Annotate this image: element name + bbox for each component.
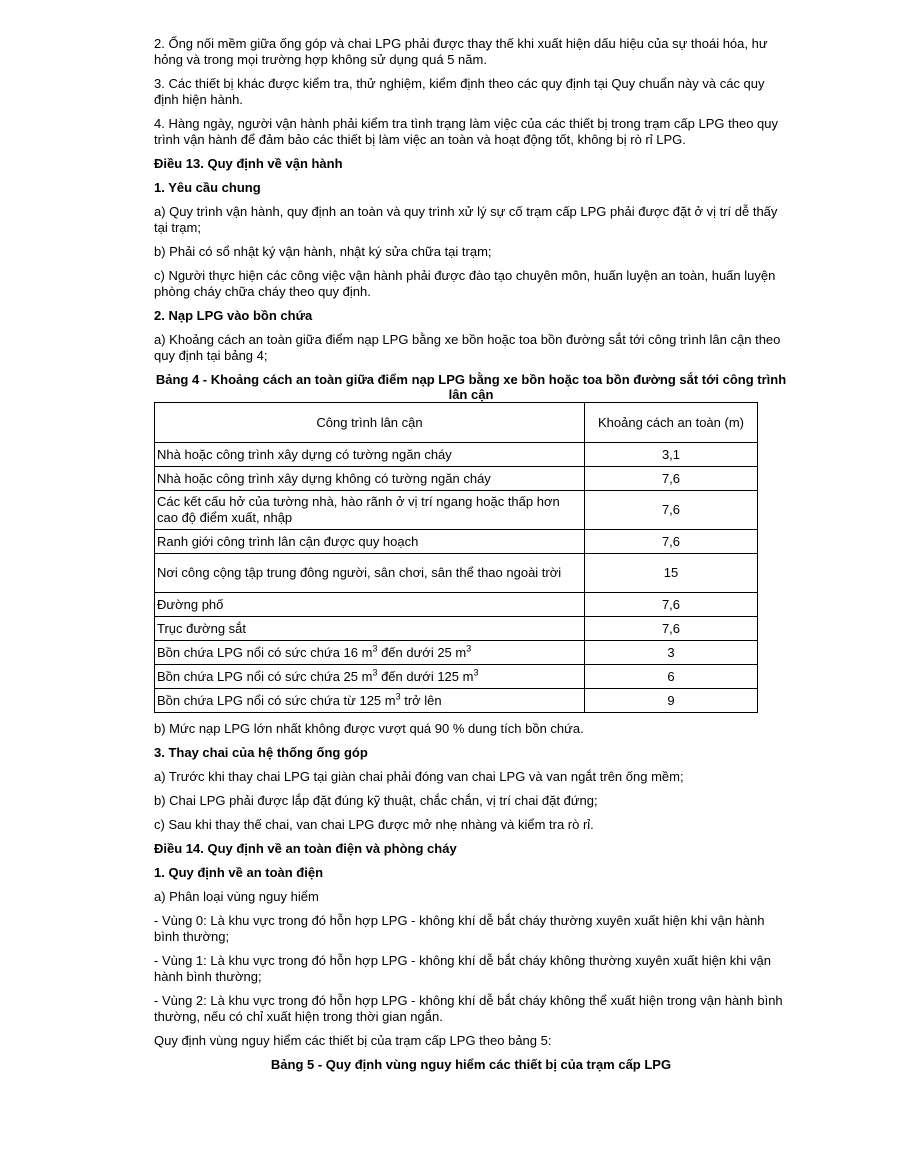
table-row xyxy=(155,530,758,554)
section-3-item-c: c) Sau khi thay thế chai, van chai LPG được mở nhẹ nhàng và kiểm tra rò rỉ. xyxy=(154,817,594,832)
table-cell-value: 7,6 xyxy=(585,530,758,554)
table-cell-value: 7,6 xyxy=(585,593,758,617)
table-cell-name: Trục đường sắt xyxy=(155,617,585,641)
article-14-item-a: a) Phân loại vùng nguy hiểm xyxy=(154,889,319,904)
table-4-caption: Bảng 4 - Khoảng cách an toàn giữa điểm nạp LPG bằng xe bồn hoặc toa bồn đường sắt tới công trình lân cận xyxy=(155,372,787,402)
table-cell-value: 7,6 xyxy=(585,491,758,530)
table-row xyxy=(155,665,758,689)
table-cell-name: Nơi công cộng tập trung đông người, sân chơi, sân thể thao ngoài trời xyxy=(155,554,585,593)
cell-text: Bồn chứa LPG nổi có sức chứa 16 m xyxy=(157,644,373,660)
superscript: 3 xyxy=(372,667,378,678)
table-cell-name: Nhà hoặc công trình xây dựng có tường ngăn cháy xyxy=(155,443,585,467)
section-2-title: 2. Nạp LPG vào bồn chứa xyxy=(154,308,313,323)
table-row xyxy=(155,467,758,491)
section-1-item-c: c) Người thực hiện các công việc vận hành phải được đào tạo chuyên môn, huấn luyện an toàn, huấn luyện phòng cháy chữa cháy theo quy định. xyxy=(154,268,776,299)
table-cell-value: 3,1 xyxy=(585,443,758,467)
superscript: 3 xyxy=(473,667,479,678)
table-cell-value: 15 xyxy=(585,554,758,593)
document-page xyxy=(154,36,788,1072)
cell-text: Bồn chứa LPG nổi có sức chứa 25 m xyxy=(157,668,373,684)
section-3-item-a: a) Trước khi thay chai LPG tại giàn chai phải đóng van chai LPG và van ngắt trên ống mềm; xyxy=(154,769,684,784)
zone-0-definition: - Vùng 0: Là khu vực trong đó hỗn hợp LPG - không khí dễ bắt cháy thường xuyên xuất hiện khi vận hành bình thường; xyxy=(154,913,765,944)
section-1-item-a: a) Quy trình vận hành, quy định an toàn và quy trình xử lý sự cố trạm cấp LPG phải được đặt ở vị trí dễ thấy tại trạm; xyxy=(154,204,778,235)
cell-text: Bồn chứa LPG nổi có sức chứa từ 125 m xyxy=(157,692,396,708)
table-cell-name xyxy=(155,641,585,665)
table-row xyxy=(155,617,758,641)
paragraph-item-2: 2. Ống nối mềm giữa ống góp và chai LPG phải được thay thế khi xuất hiện dấu hiệu của sự thoái hóa, hư hỏng và trong mọi trường hợp không sử dụng quá 5 năm. xyxy=(154,36,768,67)
table-row xyxy=(155,641,758,665)
table-5-caption: Bảng 5 - Quy định vùng nguy hiểm các thiết bị của trạm cấp LPG xyxy=(270,1057,672,1072)
cell-text: trở lên xyxy=(400,692,442,708)
table-row xyxy=(155,593,758,617)
table-row xyxy=(155,554,758,593)
superscript: 3 xyxy=(395,691,401,702)
section-1-item-b: b) Phải có sổ nhật ký vận hành, nhật ký sửa chữa tại trạm; xyxy=(154,244,492,259)
section-2-item-b: b) Mức nạp LPG lớn nhất không được vượt quá 90 % dung tích bồn chứa. xyxy=(154,721,584,736)
article-14-section-1-title: 1. Quy định về an toàn điện xyxy=(154,865,324,880)
table-cell-value: 6 xyxy=(585,665,758,689)
superscript: 3 xyxy=(466,643,472,654)
table-cell-value: 7,6 xyxy=(585,617,758,641)
table-cell-value: 3 xyxy=(585,641,758,665)
paragraph-item-4: 4. Hàng ngày, người vận hành phải kiểm tra tình trạng làm việc của các thiết bị trong trạm cấp LPG theo quy trình vận hành để đảm bảo các thiết bị làm việc an toàn và hoạt động tốt, không bị rò rỉ LPG. xyxy=(154,116,778,147)
table-cell-name: Nhà hoặc công trình xây dựng không có tường ngăn cháy xyxy=(155,467,585,491)
table-cell-name xyxy=(155,689,585,713)
section-3-item-b: b) Chai LPG phải được lắp đặt đúng kỹ thuật, chắc chắn, vị trí chai đặt đứng; xyxy=(154,793,598,808)
table-cell-name: Đường phố xyxy=(155,593,585,617)
zone-1-definition: - Vùng 1: Là khu vực trong đó hỗn hợp LPG - không khí dễ bắt cháy không thường xuyên xuất hiện khi vận hành bình thường; xyxy=(154,953,771,984)
paragraph-item-3: 3. Các thiết bị khác được kiểm tra, thử nghiệm, kiểm định theo các quy định tại Quy chuẩn này và các quy định hiện hành. xyxy=(154,76,765,107)
table-5-intro: Quy định vùng nguy hiểm các thiết bị của trạm cấp LPG theo bảng 5: xyxy=(154,1033,552,1048)
table-4 xyxy=(154,402,758,713)
table-header-safe-distance: Khoảng cách an toàn (m) xyxy=(585,403,758,443)
table-cell-name xyxy=(155,665,585,689)
superscript: 3 xyxy=(372,643,378,654)
table-cell-name: Các kết cấu hở của tường nhà, hào rãnh ở vị trí ngang hoặc thấp hơn cao độ điểm xuất, nhập xyxy=(155,491,585,530)
table-cell-value: 9 xyxy=(585,689,758,713)
table-cell-name: Ranh giới công trình lân cận được quy hoạch xyxy=(155,530,585,554)
table-cell-value: 7,6 xyxy=(585,467,758,491)
article-14-title: Điều 14. Quy định về an toàn điện và phòng cháy xyxy=(154,841,457,856)
cell-text: đến dưới 125 m xyxy=(377,668,474,684)
zone-2-definition: - Vùng 2: Là khu vực trong đó hỗn hợp LPG - không khí dễ bắt cháy không thể xuất hiện trong vận hành bình thường, nếu có chỉ xuất hiện trong thời gian ngắn. xyxy=(154,993,783,1024)
section-3-title: 3. Thay chai của hệ thống ống góp xyxy=(154,745,368,760)
table-header-neighbor-works: Công trình lân cận xyxy=(155,403,585,443)
table-row xyxy=(155,443,758,467)
section-1-title: 1. Yêu cầu chung xyxy=(154,180,261,195)
section-2-item-a: a) Khoảng cách an toàn giữa điểm nạp LPG bằng xe bồn hoặc toa bồn đường sắt tới công trình lân cận theo quy định tại bảng 4; xyxy=(154,332,781,363)
table-row xyxy=(155,689,758,713)
cell-text: đến dưới 25 m xyxy=(377,644,467,660)
article-13-title: Điều 13. Quy định về vận hành xyxy=(154,156,343,171)
table-row xyxy=(155,491,758,530)
